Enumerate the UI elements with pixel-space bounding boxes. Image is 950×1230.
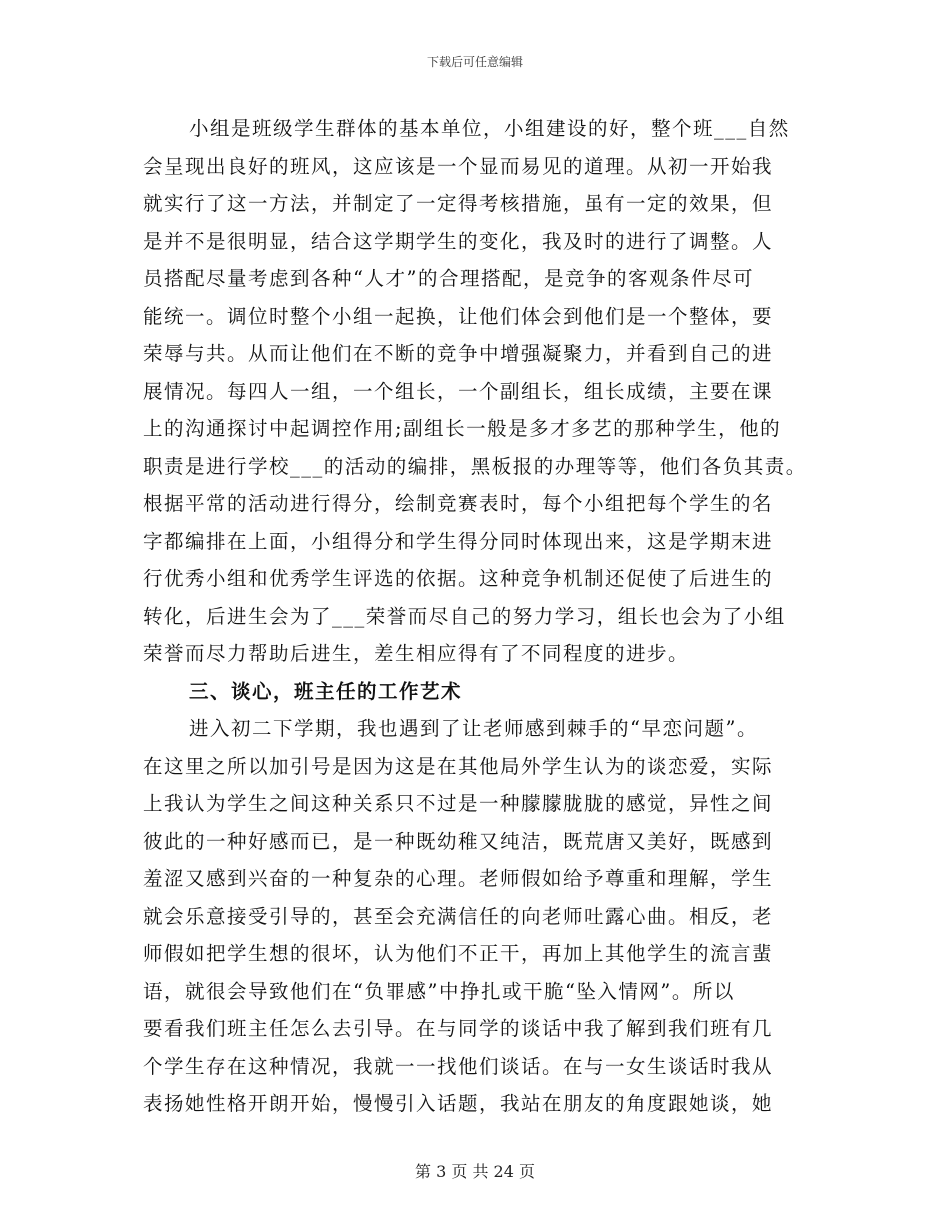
text-line: 个学生存在这种情况，我就一一找他们谈话。在与一女生谈话时我从 [143, 1054, 774, 1078]
text-line: 就会乐意接受引导的，甚至会充满信任的向老师吐露心曲。相反，老 [143, 904, 774, 928]
section-heading: 三、谈心，班主任的工作艺术 [189, 679, 463, 703]
text-line: 上的沟通探讨中起调控作用;副组长一般是多才多艺的那种学生，他的 [143, 417, 782, 440]
text-line: 字都编排在上面，小组得分和学生得分同时体现出来，这是学期末进 [143, 529, 774, 553]
text-line: 根据平常的活动进行得分，绘制竞赛表时，每个小组把每个学生的名 [143, 492, 774, 515]
text-line: 就实行了这一方法，并制定了一定得考核措施，虽有一定的效果，但 [143, 192, 774, 215]
text-line: 转化，后进生会为了___荣誉而尽自己的努力学习，组长也会为了小组 [143, 604, 786, 628]
text-line: 是并不是很明显，结合这学期学生的变化，我及时的进行了调整。人 [143, 229, 774, 253]
text-line: 表扬她性格开朗开始，慢慢引入话题，我站在朋友的角度跟她谈，她 [143, 1092, 774, 1115]
text-line: 师假如把学生想的很坏，认为他们不正干，再加上其他学生的流言蜚 [143, 942, 774, 965]
text-line: 荣辱与共。从而让他们在不断的竞争中增强凝聚力，并看到自己的进 [143, 342, 774, 365]
text-line: 荣誉而尽力帮助后进生，差生相应得有了不同程度的进步。 [143, 642, 690, 665]
text-line: 彼此的一种好感而已，是一种既幼稚又纯洁，既荒唐又美好，既感到 [143, 829, 774, 853]
text-line: 上我认为学生之间这种关系只不过是一种朦朦胧胧的感觉，异性之间 [143, 792, 774, 815]
text-line: 能统一。调位时整个小组一起换，让他们体会到他们是一个整体，要 [143, 304, 774, 328]
text-line: 小组是班级学生群体的基本单位，小组建设的好，整个班___自然 [189, 117, 790, 140]
text-line: 会呈现出良好的班风，这应该是一个显而易见的道理。从初一开始我 [143, 154, 774, 178]
text-line: 行优秀小组和优秀学生评选的依据。这种竞争机制还促使了后进生的 [143, 567, 774, 590]
text-line: 羞涩又感到兴奋的一种复杂的心理。老师假如给予尊重和理解，学生 [143, 867, 774, 890]
text-line: 语，就很会导致他们在“负罪感”中挣扎或干脆“坠入情网”。所以 [143, 979, 735, 1003]
page-header: 下载后可任意编辑 [426, 55, 523, 69]
page-footer: 第 3 页 共 24 页 [415, 1162, 535, 1181]
text-line: 展情况。每四人一组，一个组长，一个副组长，组长成绩，主要在课 [143, 379, 774, 403]
text-line: 要看我们班主任怎么去引导。在与同学的谈话中我了解到我们班有几 [143, 1017, 774, 1040]
body-text [143, 110, 843, 1123]
text-line: 职责是进行学校___的活动的编排，黑板报的办理等等，他们各负其责。 [143, 454, 807, 478]
text-line: 员搭配尽量考虑到各种“人才”的合理搭配，是竞争的客观条件尽可 [143, 267, 754, 290]
text-line: 在这里之所以加引号是因为这是在其他局外学生认为的谈恋爱，实际 [143, 754, 774, 778]
text-line: 进入初二下学期，我也遇到了让老师感到棘手的“早恋问题”。 [189, 717, 758, 740]
